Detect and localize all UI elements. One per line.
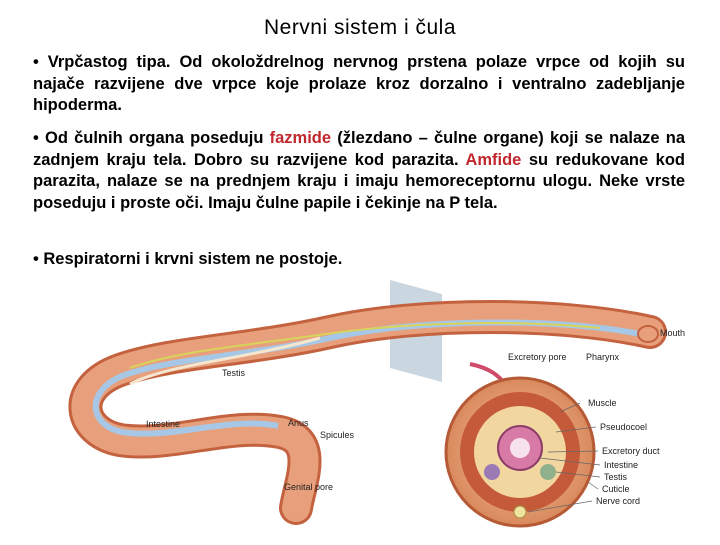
worm-head	[638, 326, 658, 342]
paragraph-2-text-c: su redukovane kod parazita, nalaze se na prednjem kraju i imaju hemoreceptornu ulogu. Neke vrste poseduju i proste oči. Imaju čulne papile i čekinje na P tela.	[33, 150, 685, 212]
label-excretory-pore: Excretory pore	[508, 352, 567, 362]
paragraph-1-text: Vrpčastog tipa. Od okoloždrelnog nervnog prstena polaze vrpce od kojih su najače razvijene dve vrpce koje prolaze kroz dorzalno i ventralno zadebljanje hipoderma.	[33, 53, 685, 114]
label-excretory-duct: Excretory duct	[602, 446, 660, 456]
paragraph-sense-organs	[33, 128, 685, 214]
label-muscle: Muscle	[588, 398, 617, 408]
paragraph-nervous-system	[33, 52, 685, 117]
bullet: •	[33, 129, 39, 147]
slide-title: Nervni sistem i čula	[263, 16, 457, 39]
label-nerve-cord: Nerve cord	[596, 496, 641, 506]
nematode-diagram	[0, 272, 720, 540]
cross-section-nerve-cord	[514, 506, 526, 518]
label-cuticle: Cuticle	[602, 484, 630, 494]
label-pharynx: Pharynx	[586, 352, 620, 362]
bullet: •	[33, 53, 39, 71]
label-mouth: Mouth	[660, 328, 686, 338]
label-spicules: Spicules	[320, 430, 355, 440]
label-testis-cs: Testis	[604, 472, 628, 482]
label-pseudocoel: Pseudocoel	[600, 422, 648, 432]
paragraph-2-text-a: Od čulnih organa poseduju	[44, 129, 264, 147]
label-genital-pore: Genital pore	[284, 482, 334, 492]
cross-section-testis-1	[484, 464, 500, 480]
label-testis: Testis	[222, 368, 246, 378]
label-intestine-cs: Intestine	[604, 460, 639, 470]
term-fazmide: fazmide	[269, 129, 332, 147]
paragraph-2-text-b: (žlezdano – čulne organe) koji se nalaze na zadnjem kraju tela. Dobro su razvijene kod parazita.	[33, 129, 686, 169]
term-amfide: Amfide	[465, 150, 522, 169]
paragraph-3-text: Respiratorni i krvni sistem ne postoje.	[43, 250, 343, 268]
label-intestine: Intestine	[146, 419, 181, 429]
cross-section-lumen	[510, 438, 530, 458]
bullet: •	[33, 250, 39, 268]
nematode-anatomy-figure	[0, 272, 720, 540]
paragraph-respiratory	[33, 249, 685, 271]
cross-section-testis-2	[540, 464, 556, 480]
label-anus: Anus	[288, 418, 309, 428]
